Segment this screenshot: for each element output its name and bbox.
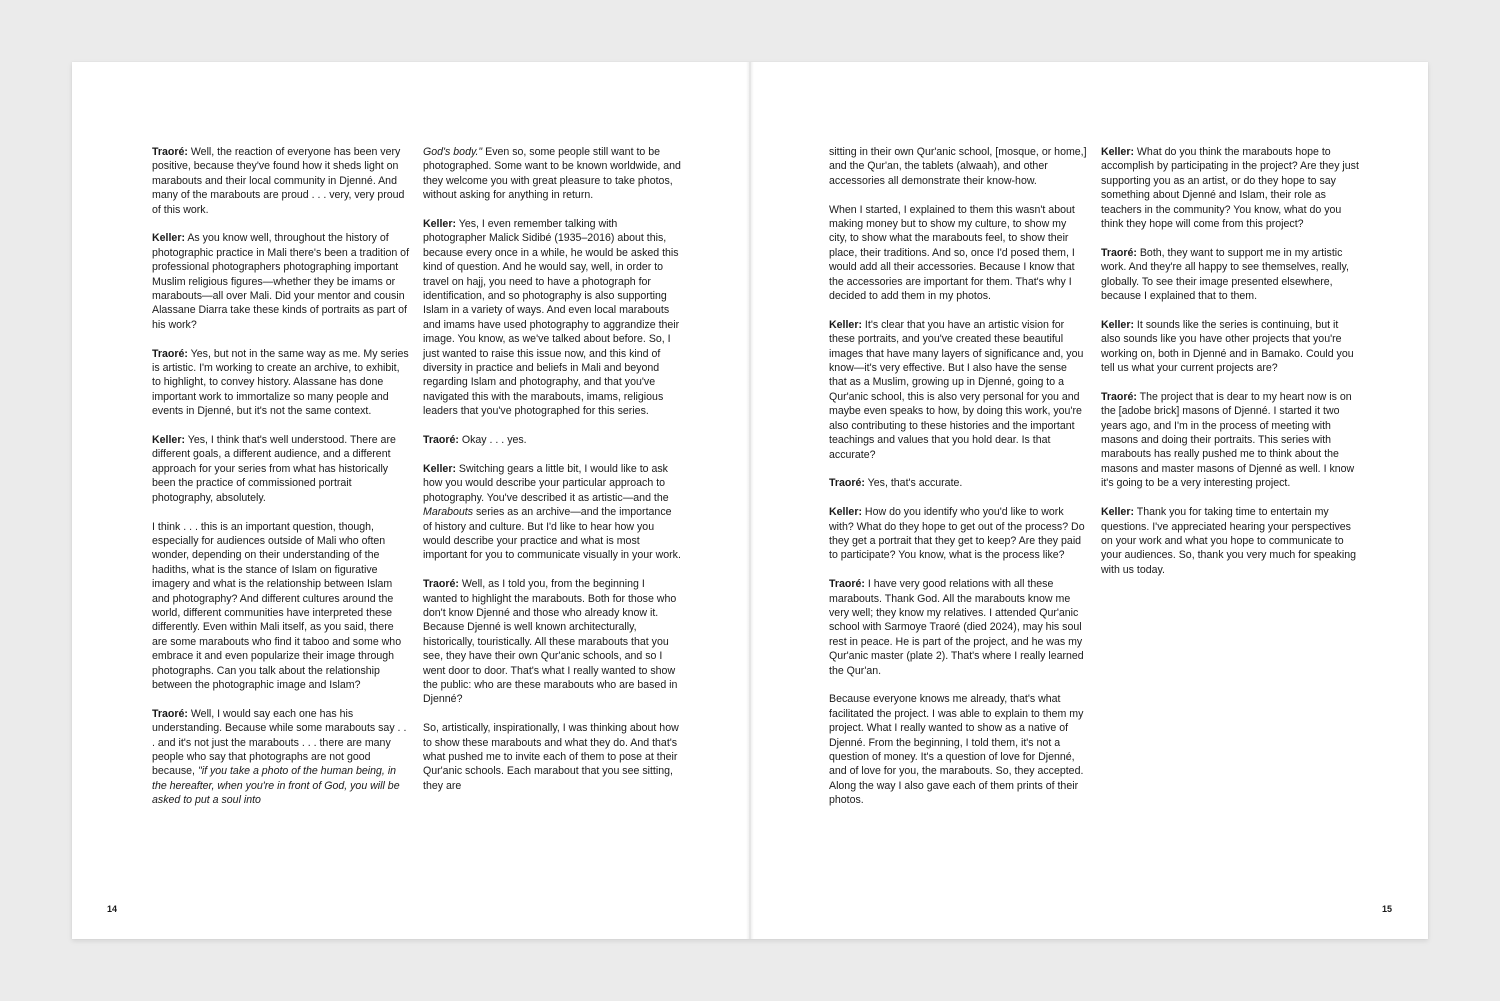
speaker-label: Traoré: xyxy=(829,578,865,591)
paragraph-text: How do you identify who you'd like to work with? What do they hope to get out of the process? Do they get a portrait that they get to keep? Are they paid to participate? You know, what is the process like? xyxy=(829,506,1085,562)
paragraph-text: It sounds like the series is continuing, but it also sounds like you have other projects that you're working on, both in Djenné and in Bamako. Could you tell us what your current projects are? xyxy=(1101,318,1354,375)
paragraph xyxy=(423,721,681,793)
paragraph xyxy=(1101,145,1359,231)
speaker-label: Traoré: xyxy=(152,707,188,720)
paragraph xyxy=(829,476,1087,490)
paragraph xyxy=(423,145,681,203)
paragraph-text: Because everyone knows me already, that's what facilitated the project. I was able to explain to them my project. What I really wanted to show as a native of Djenné. From the beginning, I told them, it's not a question of money. It's a question of love for Djenné, and of love for you, the marabouts. So, they accepted. Along the way I also gave each of them prints of their photos. xyxy=(829,693,1084,807)
page-number-left: 14 xyxy=(107,904,118,914)
paragraph-text: Well, as I told you, from the beginning I wanted to highlight the marabouts. Both for those who don't know Djenné and those who already know it. Because Djenné is well known architecturally, historically, touristically. All these marabouts that you see, they have their own Qur'anic schools, and so I went door to door. That's what I really wanted to show the public: who are these marabouts who are based in Djenné? xyxy=(423,578,678,706)
title-italic: Marabouts xyxy=(423,506,474,519)
paragraph xyxy=(423,217,681,419)
paragraph-text: Yes, I think that's well understood. There are different goals, a different audience, and a different approach for your series from what has historically been the practice of commissioned portrait photography, absolutely. xyxy=(152,434,396,504)
speaker-label: Traoré: xyxy=(152,146,188,158)
paragraph xyxy=(1101,505,1359,577)
right-page-column-1 xyxy=(829,145,1087,822)
paragraph xyxy=(829,203,1087,304)
paragraph-text: Even so, some people still want to be photographed. Some want to be known worldwide, and they welcome you with great pleasure to take photos, without asking for anything in return. xyxy=(423,146,681,202)
paragraph-text: Well, I would say each one has his understanding. Because while some marabouts say . . . and it's not just the marabouts . . . there are many people who say that photographs are not good because, xyxy=(152,707,407,778)
paragraph xyxy=(423,577,681,707)
paragraph-text: I think . . . this is an important question, though, especially for audiences outside of Mali who often wonder, depending on their understanding of the hadiths, what is the stance of Islam on figurative imagery and what is the relationship between Islam and photography? And different cultures around the world, different communities have interpreted these differently. Even within Mali itself, as you said, there are some marabouts who find it taboo and some who embrace it and even popularize their image through photographs. Can you talk about the relationship between the photographic image and Islam? xyxy=(152,520,402,691)
speaker-label: Traoré: xyxy=(423,434,459,447)
page-number-right: 15 xyxy=(1382,904,1393,914)
paragraph-text: Yes, I even remember talking with photographer Malick Sidibé (1935–2016) about this, because every once in a while, he would be asked this kind of question. And he would say, well, in order to travel on hajj, you need to have a photograph for identification, and so photography is also supporting Islam in a variety of ways. And even local marabouts and imams have used photography to aggrandize their image. You know, as we've talked about before. So, I just wanted to raise this issue now, and this kind of diversity in practice and beliefs in Mali and beyond regarding Islam and photography, and that you've navigated this with the marabouts, imams, religious leaders that you've photographed for this series. xyxy=(423,218,680,418)
paragraph-text: Thank you for taking time to entertain my questions. I've appreciated hearing your perspectives on your work and what you hope to communicate to your audiences. So, thank you very much for speaking with us today. xyxy=(1101,506,1356,576)
paragraph xyxy=(152,520,410,693)
paragraph xyxy=(829,145,1087,188)
paragraph xyxy=(152,231,410,332)
paragraph xyxy=(423,462,681,563)
paragraph-text: Yes, but not in the same way as me. My series is artistic. I'm working to create an archive, to exhibit, to highlight, to convey history. Alassane has done important work to immortalize so many people and events in Djenné, but it's not the same context. xyxy=(152,347,409,418)
paragraph-text: It's clear that you have an artistic vision for these portraits, and you've created these beautiful images that have many layers of significance and, you know—it's very effective. But I also have the sense that as a Muslim, growing up in Djenné, going to a Qur'anic school, this is also very personal for you and maybe even speaks to how, by doing this work, you're also contributing to these histories and the important teachings and values that you hold dear. Is that accurate? xyxy=(829,318,1084,461)
paragraph-text: The project that is dear to my heart now is on the [adobe brick] masons of Djenné. I started it two years ago, and I'm in the process of meeting with masons and doing their portraits. This series with marabouts has really pushed me to think about the masons and master masons of Djenné as well. I know it's going to be a very interesting project. xyxy=(1101,390,1355,490)
paragraph xyxy=(829,692,1087,807)
paragraph xyxy=(423,433,681,447)
paragraph xyxy=(152,707,410,808)
speaker-label: Keller: xyxy=(1101,318,1134,331)
paragraph xyxy=(829,505,1087,563)
speaker-label: Traoré: xyxy=(829,477,865,490)
speaker-label: Keller: xyxy=(1101,146,1134,158)
paragraph xyxy=(1101,390,1359,491)
paragraph-text: When I started, I explained to them this wasn't about making money but to show my culture, to show my city, to show what the marabouts feel, to show their place, their traditions. And so, once I'd posed them, I would add all their accessories. Because I know that the accessories are important for them. That's why I decided to add them in my photos. xyxy=(829,203,1075,303)
paragraph xyxy=(152,347,410,419)
paragraph-text: Okay . . . yes. xyxy=(458,434,527,447)
left-page-column-2 xyxy=(423,145,681,808)
left-page xyxy=(72,62,750,939)
speaker-label: Keller: xyxy=(423,462,456,475)
paragraph xyxy=(1101,318,1359,376)
left-page-column-1 xyxy=(152,145,410,822)
speaker-label: Traoré: xyxy=(152,347,188,360)
right-page-column-2 xyxy=(1101,145,1359,592)
speaker-label: Keller: xyxy=(152,232,185,245)
speaker-label: Traoré: xyxy=(1101,390,1137,403)
speaker-label: Traoré: xyxy=(1101,246,1137,259)
paragraph-text: Both, they want to support me in my artistic work. And they're all happy to see themselves, really, globally. To see their image presented elsewhere, because I explained that to them. xyxy=(1101,246,1349,303)
book-spread xyxy=(72,62,1428,939)
quote-italic: God's body." xyxy=(423,146,483,158)
speaker-label: Keller: xyxy=(829,506,862,519)
right-page xyxy=(750,62,1428,939)
paragraph xyxy=(152,433,410,505)
paragraph-text: Well, the reaction of everyone has been very positive, because they've found how it sheds light on marabouts and their local community in Djenné. And many of the marabouts are proud . . . very, very proud of this work. xyxy=(152,146,405,216)
quote-italic: "if you take a photo of the human being, in the hereafter, when you're in front of God, you will be asked to put a soul into xyxy=(152,765,400,807)
paragraph-text: Yes, that's accurate. xyxy=(864,477,963,490)
paragraph xyxy=(152,145,410,217)
paragraph xyxy=(1101,246,1359,304)
paragraph-text: series as an archive—and the importance of history and culture. But I'd like to hear how you would describe your practice and what is most important for you to communicate visually in your work. xyxy=(423,506,681,562)
book-gutter xyxy=(746,62,754,939)
paragraph xyxy=(829,318,1087,462)
paragraph-text: As you know well, throughout the history of photographic practice in Mali there's been a tradition of professional photographers photographing important Muslim religious figures—whether they be imams or marabouts—all over Mali. Did your mentor and cousin Alassane Diarra take these kinds of portraits as part of his work? xyxy=(152,232,410,331)
paragraph-text: Switching gears a little bit, I would like to ask how you would describe your particular approach to photography. You've described it as artistic—and the xyxy=(423,462,669,504)
speaker-label: Keller: xyxy=(1101,506,1134,519)
speaker-label: Keller: xyxy=(423,218,456,231)
paragraph-text: sitting in their own Qur'anic school, [mosque, or home,] and the Qur'an, the tablets (alwaah), and other accessories all demonstrate their know-how. xyxy=(829,146,1087,187)
paragraph-text: I have very good relations with all these marabouts. Thank God. All the marabouts know me very well; they know my relatives. I attended Qur'anic school with Sarmoye Traoré (died 2024), may his soul rest in peace. He is part of the project, and he was my Qur'anic master (plate 2). That's where I really learned the Qur'an. xyxy=(829,578,1084,677)
speaker-label: Traoré: xyxy=(423,578,459,591)
paragraph xyxy=(829,577,1087,678)
speaker-label: Keller: xyxy=(829,318,862,331)
speaker-label: Keller: xyxy=(152,434,185,447)
paragraph-text: What do you think the marabouts hope to accomplish by participating in the project? Are they just supporting you as an artist, or do they hope to say something about Djenné and Islam, their role as teachers in the community? You know, what do you think they hope will come from this project? xyxy=(1101,146,1359,231)
paragraph-text: So, artistically, inspirationally, I was thinking about how to show these marabouts and what they do. And that's what pushed me to invite each of them to pose at their Qur'anic schools. Each marabout that you see sitting, they are xyxy=(423,722,679,792)
